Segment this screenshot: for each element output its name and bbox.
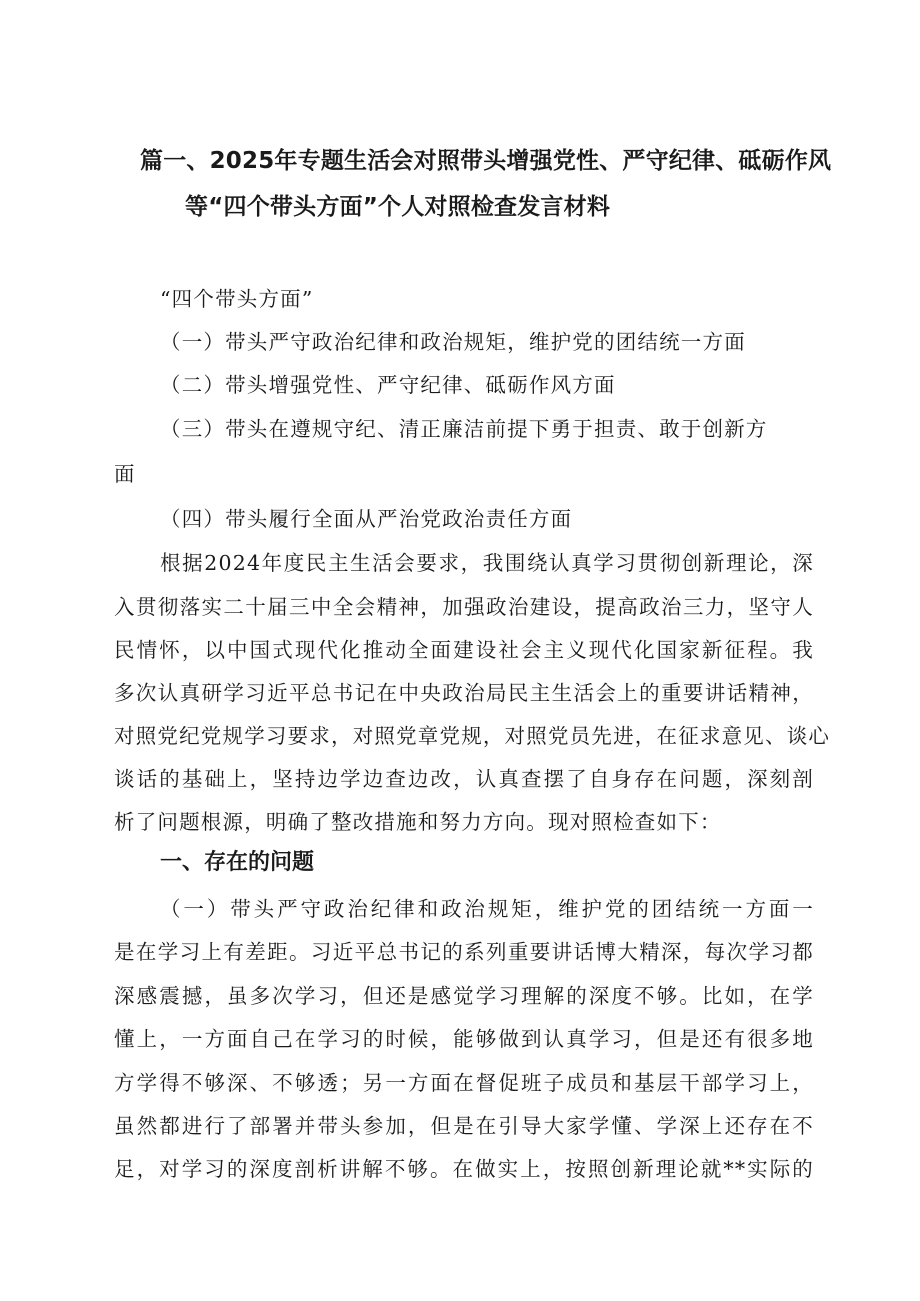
list-item: （二）带头增强党性、严守纪律、砥砺作风方面 [160, 373, 616, 397]
section-paragraph-line: 是在学习上有差距。习近平总书记的系列重要讲话博大精深，每次学习都 [114, 940, 814, 964]
intro-paragraph-line: 对照党纪党规学习要求，对照党章党规，对照党员先进，在征求意见、谈心 [114, 724, 831, 748]
section-paragraph-line: （一）带头严守政治纪律和政治规矩，维护党的团结统一方面一 [160, 897, 814, 921]
intro-paragraph-line: 谈话的基础上，坚持边学边查边改，认真查摆了自身存在问题，深刻剖 [114, 767, 814, 791]
intro-paragraph-line: 民情怀，以中国式现代化推动全面建设社会主义现代化国家新征程。我 [114, 638, 814, 662]
list-item: （四）带头履行全面从严治党政治责任方面 [160, 507, 573, 531]
section-paragraph-line: 足，对学习的深度剖析讲解不够。在做实上，按照创新理论就**实际的 [114, 1157, 814, 1181]
list-item: （三）带头在遵规守纪、清正廉洁前提下勇于担责、敢于创新方 [160, 417, 768, 441]
section-paragraph-line: 懂上，一方面自己在学习的时候，能够做到认真学习，但是还有很多地 [114, 1027, 814, 1051]
document-title-line-1: 篇一、2025年专题生活会对照带头增强党性、严守纪律、砥砺作风 [140, 148, 832, 174]
section-paragraph-line: 虽然都进行了部署并带头参加，但是在引导大家学懂、学深上还存在不 [114, 1114, 814, 1138]
document-title-line-2: 等“四个带头方面”个人对照检查发言材料 [185, 194, 611, 220]
intro-paragraph-line: 根据2024年度民主生活会要求，我围绕认真学习贯彻创新理论，深 [160, 551, 814, 575]
intro-paragraph-line: 多次认真研学习近平总书记在中央政治局民主生活会上的重要讲话精神， [114, 681, 814, 705]
intro-paragraph-line: 入贯彻落实二十届三中全会精神，加强政治建设，提高政治三力，坚守人 [114, 595, 814, 619]
section-heading: 一、存在的问题 [160, 850, 315, 875]
list-item: （一）带头严守政治纪律和政治规矩，维护党的团结统一方面 [160, 330, 746, 354]
section-paragraph-line: 方学得不够深、不够透；另一方面在督促班子成员和基层干部学习上， [114, 1071, 814, 1095]
list-item: 面 [114, 462, 136, 486]
section-paragraph-line: 深感震撼，虽多次学习，但还是感觉学习理解的深度不够。比如，在学 [114, 984, 814, 1008]
intro-paragraph-line: 析了问题根源，明确了整改措施和努力方向。现对照检查如下： [114, 810, 722, 834]
heading-quote: “四个带头方面” [160, 287, 314, 311]
